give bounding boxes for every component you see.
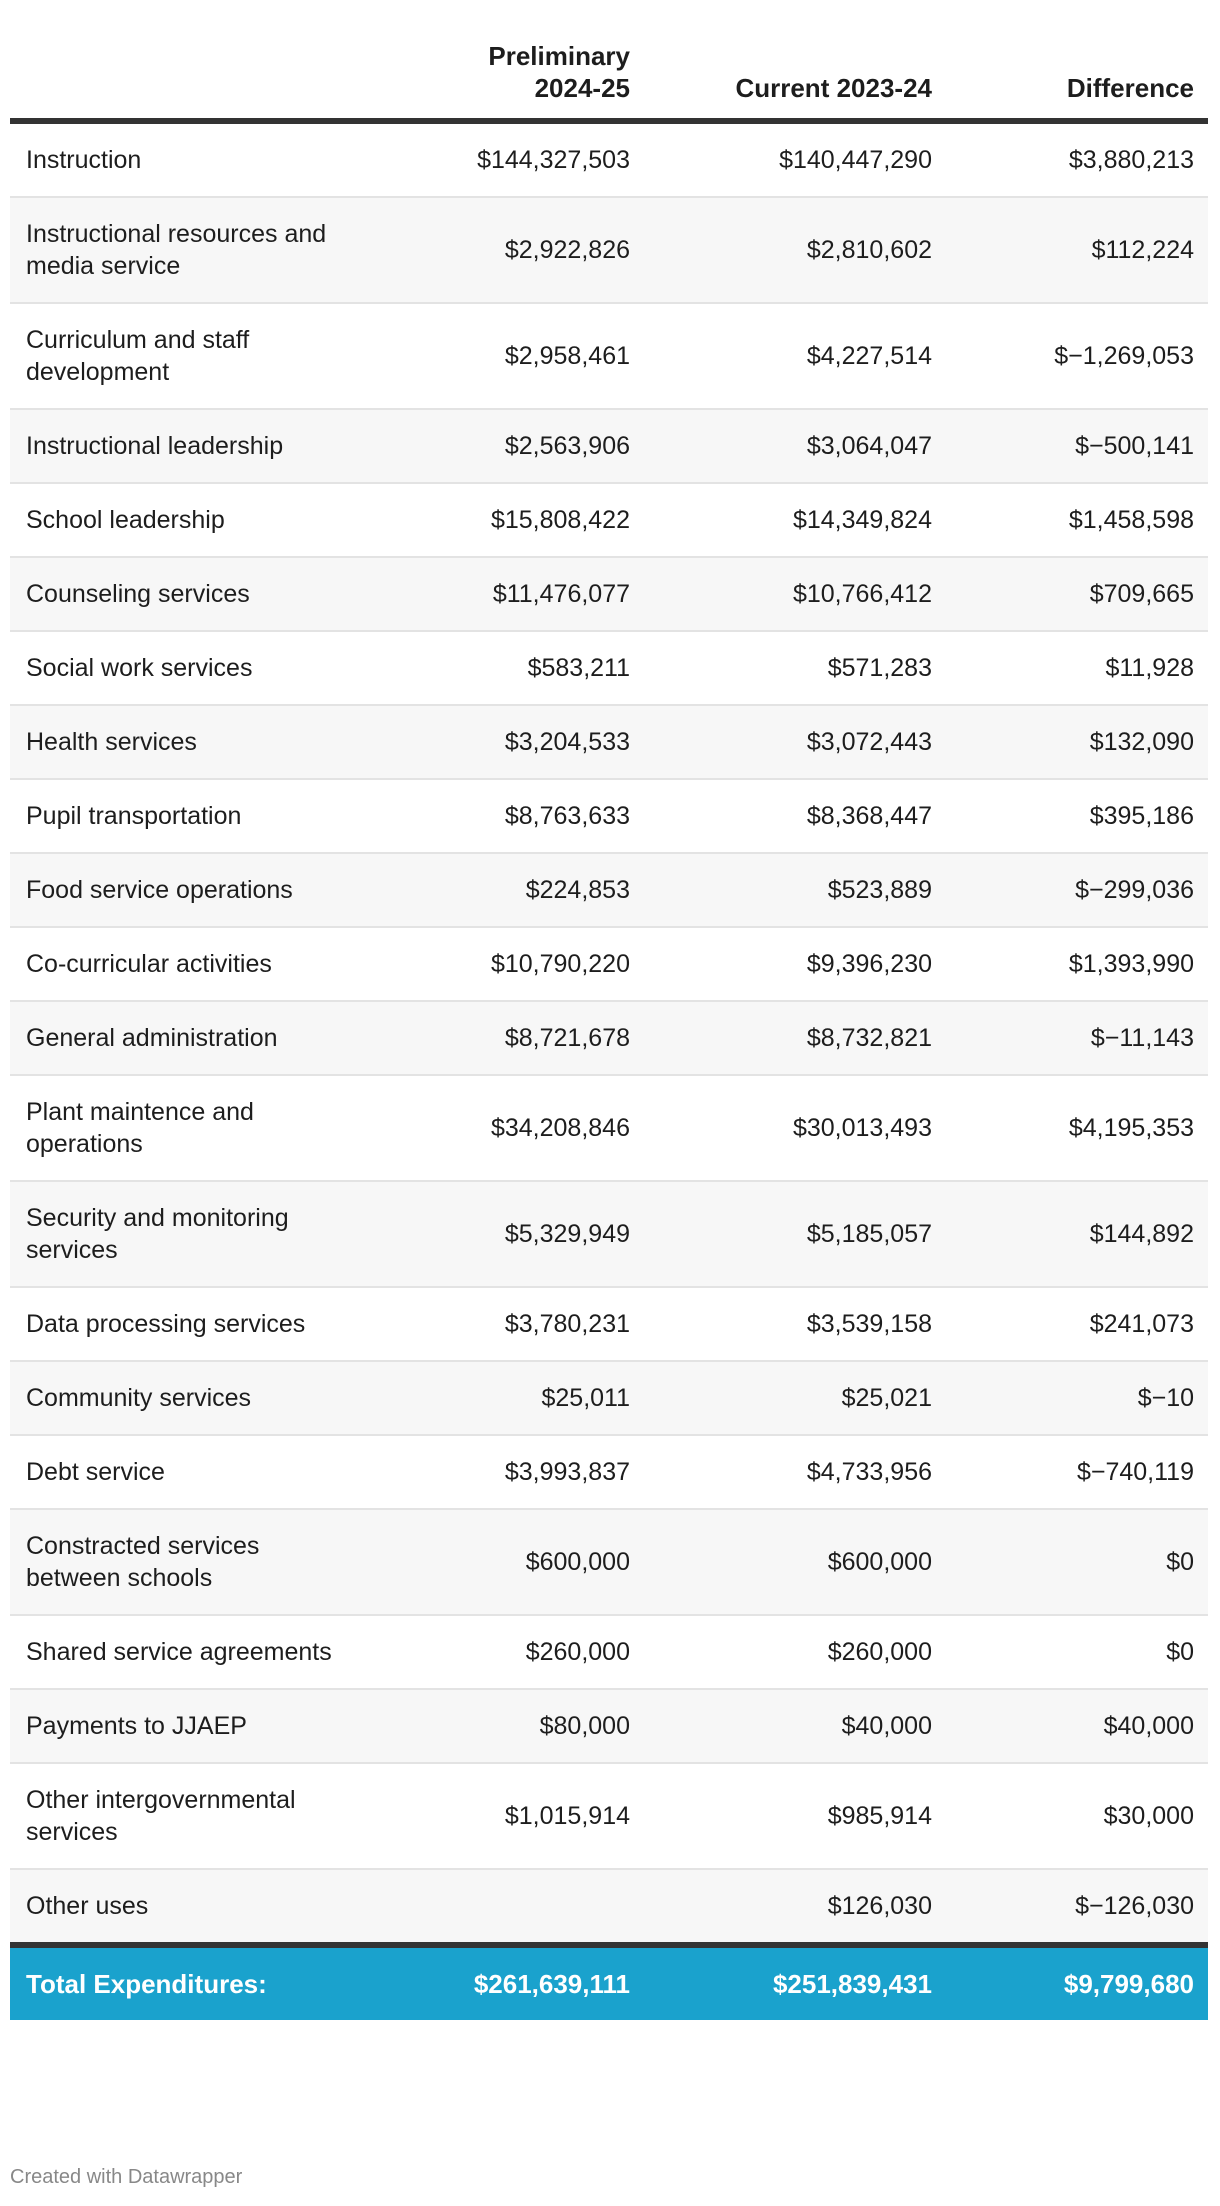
cell-difference: $132,090 <box>946 705 1208 779</box>
row-label: Instructional resources and media service <box>10 197 350 303</box>
cell-preliminary: $8,763,633 <box>350 779 644 853</box>
cell-preliminary: $260,000 <box>350 1615 644 1689</box>
table-row <box>10 1181 1208 1287</box>
cell-preliminary: $11,476,077 <box>350 557 644 631</box>
table-row <box>10 197 1208 303</box>
cell-current: $5,185,057 <box>644 1181 946 1287</box>
cell-preliminary: $3,204,533 <box>350 705 644 779</box>
cell-preliminary: $2,958,461 <box>350 303 644 409</box>
header-preliminary-line1: Preliminary <box>488 41 630 71</box>
cell-current: $571,283 <box>644 631 946 705</box>
row-label: Debt service <box>10 1435 350 1509</box>
header-row <box>10 40 1208 121</box>
cell-preliminary: $600,000 <box>350 1509 644 1615</box>
cell-difference: $−1,269,053 <box>946 303 1208 409</box>
cell-difference: $−126,030 <box>946 1869 1208 1945</box>
table-row <box>10 557 1208 631</box>
total-label: Total Expenditures: <box>10 1945 350 2020</box>
header-difference: Difference <box>946 40 1208 121</box>
cell-current: $8,368,447 <box>644 779 946 853</box>
row-label: Instruction <box>10 121 350 197</box>
header-label <box>10 40 350 121</box>
table-row <box>10 1763 1208 1869</box>
cell-current: $600,000 <box>644 1509 946 1615</box>
row-label: Pupil transportation <box>10 779 350 853</box>
row-label: Payments to JJAEP <box>10 1689 350 1763</box>
table-row <box>10 1689 1208 1763</box>
cell-difference: $−10 <box>946 1361 1208 1435</box>
cell-preliminary: $25,011 <box>350 1361 644 1435</box>
cell-current: $3,072,443 <box>644 705 946 779</box>
cell-preliminary: $80,000 <box>350 1689 644 1763</box>
total-preliminary: $261,639,111 <box>350 1945 644 2020</box>
cell-difference: $−740,119 <box>946 1435 1208 1509</box>
cell-difference: $−11,143 <box>946 1001 1208 1075</box>
row-label: Constracted services between schools <box>10 1509 350 1615</box>
table-row <box>10 1509 1208 1615</box>
cell-preliminary: $15,808,422 <box>350 483 644 557</box>
row-label: Data processing services <box>10 1287 350 1361</box>
cell-difference: $3,880,213 <box>946 121 1208 197</box>
cell-current: $4,733,956 <box>644 1435 946 1509</box>
table-row <box>10 483 1208 557</box>
row-label: Counseling services <box>10 557 350 631</box>
row-label: Other uses <box>10 1869 350 1945</box>
table-row <box>10 1435 1208 1509</box>
total-current: $251,839,431 <box>644 1945 946 2020</box>
cell-current: $4,227,514 <box>644 303 946 409</box>
cell-difference: $1,458,598 <box>946 483 1208 557</box>
cell-preliminary: $3,993,837 <box>350 1435 644 1509</box>
cell-current: $40,000 <box>644 1689 946 1763</box>
cell-difference: $241,073 <box>946 1287 1208 1361</box>
row-label: Shared service agreements <box>10 1615 350 1689</box>
row-label: School leadership <box>10 483 350 557</box>
cell-current: $8,732,821 <box>644 1001 946 1075</box>
table-row <box>10 1075 1208 1181</box>
cell-preliminary: $3,780,231 <box>350 1287 644 1361</box>
row-label: Health services <box>10 705 350 779</box>
table-row <box>10 1361 1208 1435</box>
cell-difference: $144,892 <box>946 1181 1208 1287</box>
row-label: Other intergovernmental services <box>10 1763 350 1869</box>
row-label: General administration <box>10 1001 350 1075</box>
row-label: Plant maintence and operations <box>10 1075 350 1181</box>
cell-difference: $30,000 <box>946 1763 1208 1869</box>
cell-current: $523,889 <box>644 853 946 927</box>
cell-difference: $112,224 <box>946 197 1208 303</box>
cell-current: $260,000 <box>644 1615 946 1689</box>
cell-difference: $11,928 <box>946 631 1208 705</box>
cell-current: $3,064,047 <box>644 409 946 483</box>
cell-preliminary: $224,853 <box>350 853 644 927</box>
cell-difference: $−500,141 <box>946 409 1208 483</box>
cell-difference: $709,665 <box>946 557 1208 631</box>
cell-current: $14,349,824 <box>644 483 946 557</box>
cell-difference: $1,393,990 <box>946 927 1208 1001</box>
footer-credit: Created with Datawrapper <box>10 2166 243 2188</box>
cell-preliminary: $34,208,846 <box>350 1075 644 1181</box>
cell-preliminary: $8,721,678 <box>350 1001 644 1075</box>
cell-difference: $−299,036 <box>946 853 1208 927</box>
table-row <box>10 303 1208 409</box>
cell-current: $9,396,230 <box>644 927 946 1001</box>
table-row <box>10 853 1208 927</box>
cell-difference: $4,195,353 <box>946 1075 1208 1181</box>
cell-preliminary: $10,790,220 <box>350 927 644 1001</box>
cell-preliminary: $5,329,949 <box>350 1181 644 1287</box>
cell-preliminary: $144,327,503 <box>350 121 644 197</box>
table-row <box>10 1287 1208 1361</box>
cell-current: $25,021 <box>644 1361 946 1435</box>
row-label: Food service operations <box>10 853 350 927</box>
cell-preliminary: $2,563,906 <box>350 409 644 483</box>
table-row <box>10 409 1208 483</box>
total-row <box>10 1945 1208 2020</box>
cell-difference: $395,186 <box>946 779 1208 853</box>
header-preliminary-line2: 2024-25 <box>534 73 630 103</box>
table-row <box>10 121 1208 197</box>
table-row <box>10 705 1208 779</box>
row-label: Instructional leadership <box>10 409 350 483</box>
total-difference: $9,799,680 <box>946 1945 1208 2020</box>
table-row <box>10 927 1208 1001</box>
cell-difference: $0 <box>946 1509 1208 1615</box>
cell-preliminary: $1,015,914 <box>350 1763 644 1869</box>
table-row <box>10 779 1208 853</box>
cell-difference: $0 <box>946 1615 1208 1689</box>
cell-current: $2,810,602 <box>644 197 946 303</box>
table-row <box>10 1001 1208 1075</box>
cell-current: $985,914 <box>644 1763 946 1869</box>
header-preliminary <box>350 40 644 121</box>
cell-current: $126,030 <box>644 1869 946 1945</box>
row-label: Social work services <box>10 631 350 705</box>
header-current: Current 2023-24 <box>644 40 946 121</box>
cell-current: $30,013,493 <box>644 1075 946 1181</box>
cell-current: $10,766,412 <box>644 557 946 631</box>
expenditures-table <box>10 40 1208 2020</box>
cell-preliminary: $583,211 <box>350 631 644 705</box>
row-label: Co-curricular activities <box>10 927 350 1001</box>
table-row <box>10 1615 1208 1689</box>
cell-current: $140,447,290 <box>644 121 946 197</box>
cell-preliminary: $2,922,826 <box>350 197 644 303</box>
row-label: Curriculum and staff development <box>10 303 350 409</box>
table-row <box>10 631 1208 705</box>
table-row <box>10 1869 1208 1945</box>
cell-preliminary <box>350 1869 644 1945</box>
cell-current: $3,539,158 <box>644 1287 946 1361</box>
cell-difference: $40,000 <box>946 1689 1208 1763</box>
row-label: Security and monitoring services <box>10 1181 350 1287</box>
row-label: Community services <box>10 1361 350 1435</box>
